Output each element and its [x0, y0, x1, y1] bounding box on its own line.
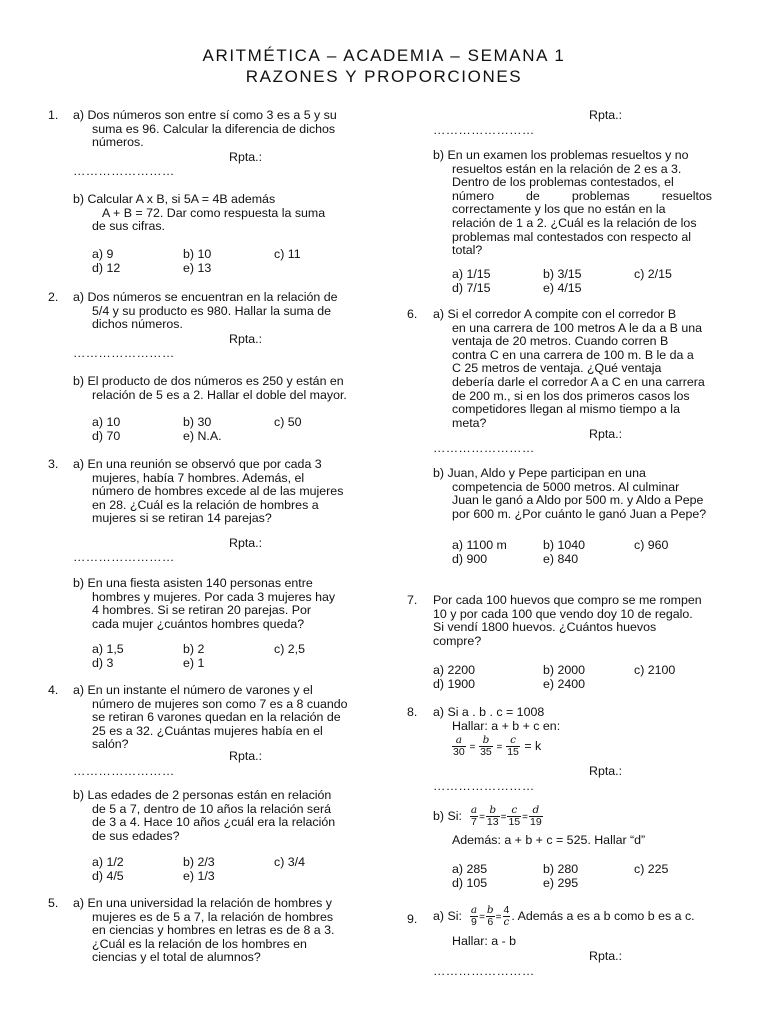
fraction: $\frac{d}{19}$	[529, 804, 542, 828]
question-number-8: 8.	[407, 705, 418, 719]
fraction: $\frac{c}{15}$	[508, 804, 521, 828]
question-4b	[73, 789, 335, 843]
option-e: e) 1	[183, 656, 205, 670]
question-text-line: b) Calcular A x B, si 5A = 4B además	[73, 192, 276, 206]
fraction: $\frac{b}{6}$	[486, 904, 494, 928]
question-text-line: b) Las edades de 2 personas están en relación	[73, 788, 332, 802]
question-text-line: a) Dos números son entre sí como 3 es a 5 y su	[73, 108, 337, 122]
question-text-line: de 3 a 4. Hace 10 años ¿cuál era la relación	[92, 815, 336, 830]
question-text-line: en ciencias y hombres en letras es de 8 a 3.	[92, 923, 335, 938]
question-text-line: en 28. ¿Cuál es la relación de hombres a	[92, 497, 319, 512]
question-text-line: números.	[92, 135, 144, 150]
answer-label: Rpta.:	[589, 427, 623, 441]
option-d: d) 7/15	[452, 281, 491, 295]
answer-blank: ……………………	[73, 346, 175, 360]
question-text-line: total?	[452, 243, 483, 258]
answer-blank: ……………………	[433, 964, 535, 978]
question-text-line: cada mujer ¿cuántos hombres queda?	[92, 616, 305, 631]
fraction: $\frac{b}{35}$	[480, 734, 492, 758]
question-2b	[73, 375, 347, 402]
option-a: a) 1100 m	[452, 538, 507, 552]
option-c: c) 3/4	[274, 855, 305, 869]
question-text-line: 5/4 y su producto es 980. Hallar la suma de	[92, 303, 331, 318]
question-text-line: 4 hombres. Si se retiran 20 parejas. Por	[92, 603, 312, 618]
question-text-line: compre?	[433, 633, 482, 648]
question-7	[433, 594, 702, 648]
question-6a	[433, 308, 705, 430]
fraction: $\frac{a}{9}$	[470, 904, 478, 928]
option-e: e) 2400	[543, 677, 586, 691]
option-b: b) 280	[543, 862, 579, 876]
question-8a-line: Hallar: a + b + c en:	[452, 719, 561, 733]
question-5a	[73, 897, 334, 965]
option-c: c) 960	[634, 538, 669, 552]
page-title: ARITMÉTICA – ACADEMIA – SEMANA 1	[202, 46, 566, 65]
answer-blank: ……………………	[73, 164, 175, 178]
proportion-9a: a) Si: $\frac{a}{9}$ = $\frac{b}{6}$ = $\frac{4}{c}$ . Además a es a b como b es a c.	[433, 904, 695, 928]
question-number-6: 6.	[407, 307, 418, 321]
option-c: c) 2,5	[274, 642, 305, 656]
option-d: d) 1900	[433, 677, 476, 691]
option-d: d) 70	[92, 429, 121, 443]
question-text-line: problemas mal contestados con respecto al	[452, 229, 691, 244]
option-a: a) 10	[92, 415, 121, 429]
question-text-line: competidores llegan al mismo tiempo a la	[452, 402, 680, 417]
option-a: a) 1,5	[92, 642, 124, 656]
question-number-3: 3.	[48, 457, 59, 471]
question-text-line: 10 y por cada 100 que vendo doy 10 de regalo.	[433, 606, 693, 621]
question-text-line: por 600 m. ¿Por cuánto le ganó Juan a Pepe?	[452, 506, 707, 521]
question-text-line: resueltos están en la relación de 2 es a 3.	[452, 161, 682, 176]
question-6b	[433, 467, 706, 521]
fraction: $\frac{c}{15}$	[507, 734, 519, 758]
question-8a-line: a) Si a . b . c = 1008	[433, 705, 545, 719]
question-number-4: 4.	[48, 683, 59, 697]
question-text-line: 25 es a 32. ¿Cuántas mujeres había en el	[92, 723, 323, 738]
option-b: b) 2/3	[183, 855, 215, 869]
option-b: b) 3/15	[543, 267, 582, 281]
question-3a	[73, 458, 343, 526]
question-text-line: mujeres, había 7 hombres. Además, el	[92, 470, 305, 485]
option-a: a) 1/15	[452, 267, 491, 281]
question-text-line: en una carrera de 100 metros A le da a B una	[452, 320, 703, 335]
option-d: d) 105	[452, 876, 488, 890]
question-text-line: número de hombres excede al de las mujeres	[92, 484, 344, 499]
question-text-line: de 5 a 7, dentro de 10 años la relación será	[92, 801, 332, 816]
option-d: d) 12	[92, 261, 121, 275]
answer-label: Rpta.:	[589, 949, 623, 963]
question-number-7: 7.	[407, 593, 418, 607]
proportion-8a: $\frac{a}{30}$ = $\frac{b}{35}$ = $\frac{c}{15}$ = k	[453, 734, 542, 758]
question-text-line: suma es 96. Calcular la diferencia de dichos	[92, 121, 336, 136]
answer-blank: ……………………	[433, 779, 535, 793]
question-text-line: b) Juan, Aldo y Pepe participan en una	[433, 466, 646, 480]
answer-label: Rpta.:	[229, 332, 263, 346]
answer-label: Rpta.:	[589, 108, 623, 122]
question-text-line: de sus edades?	[92, 828, 180, 843]
option-a: a) 1/2	[92, 855, 124, 869]
question-text-line: número de mujeres son como 7 es a 8 cuando	[92, 696, 348, 711]
question-text-line: ¿Cuál es la relación de los hombres en	[92, 936, 307, 951]
question-text-line: relación de 1 a 2. ¿Cuál es la relación de los	[452, 215, 697, 230]
option-d: d) 4/5	[92, 869, 124, 883]
fraction: $\frac{4}{c}$	[503, 904, 510, 928]
question-text-line: dichos números.	[92, 317, 183, 332]
answer-label: Rpta.:	[589, 764, 623, 778]
question-9a-line: Hallar: a - b	[452, 934, 517, 948]
question-2a	[73, 291, 338, 332]
question-text-line: Juan le ganó a Aldo por 500 m. y Aldo a Pepe	[452, 493, 704, 508]
option-d: d) 3	[92, 656, 114, 670]
question-text-line: Dentro de los problemas contestados, el	[452, 175, 674, 190]
answer-label: Rpta.:	[229, 536, 263, 550]
option-c: c) 50	[274, 415, 302, 429]
fraction: $\frac{a}{30}$	[453, 734, 465, 758]
question-text-line: debería darle el corredor A a C en una carrera	[452, 374, 705, 389]
question-text-line: b) En un examen los problemas resueltos y no	[433, 148, 689, 162]
question-text-line: de 200 m., si en los dos primeros casos los	[452, 388, 690, 403]
question-text-line: se retiran 6 varones quedan en la relación de	[92, 710, 341, 725]
answer-label: Rpta.:	[229, 749, 263, 763]
question-text-line: a) En una reunión se observó que por cada 3	[73, 457, 322, 471]
option-d: d) 900	[452, 552, 488, 566]
question-text-line: relación de 5 es a 2. Hallar el doble del mayor.	[92, 387, 347, 402]
question-1a	[73, 109, 351, 150]
question-text-line: contra C en una carrera de 100 m. B le da a	[452, 347, 694, 362]
option-b: b) 10	[183, 247, 212, 261]
option-b: b) 30	[183, 415, 212, 429]
question-text-line: correctamente y los que no están en la	[452, 202, 666, 217]
question-text-line: hombres y mujeres. Por cada 3 mujeres hay	[92, 589, 336, 604]
option-c: c) 2100	[634, 663, 676, 677]
option-b: b) 2000	[543, 663, 586, 677]
fraction: $\frac{b}{13}$	[486, 804, 499, 828]
question-text-line: b) El producto de dos números es 250 y están en	[73, 374, 344, 388]
question-text-line: a) Dos números se encuentran en la relación de	[73, 290, 338, 304]
question-text-line: Si vendí 1800 huevos. ¿Cuántos huevos	[433, 620, 657, 635]
question-text-line: ciencias y el total de alumnos?	[92, 950, 261, 965]
answer-blank: ……………………	[73, 550, 175, 564]
question-text-line: mujeres es de 5 a 7, la relación de hombres	[92, 909, 334, 924]
option-c: c) 2/15	[634, 267, 672, 281]
answer-blank: ……………………	[73, 764, 175, 778]
question-text-line: ventaja de 20 metros. Cuando corren B	[452, 334, 669, 349]
option-a: a) 2200	[433, 663, 476, 677]
question-text-line: salón?	[92, 737, 129, 752]
question-text-line: número de problemas resueltos	[452, 188, 712, 203]
question-text-line: Por cada 100 huevos que compro se me rompen	[433, 593, 702, 607]
question-3b	[73, 577, 335, 631]
question-text-line: competencia de 5000 metros. Al culminar	[452, 479, 680, 494]
option-c: c) 225	[634, 862, 669, 876]
question-text-line: b) En una fiesta asisten 140 personas entre	[73, 576, 313, 590]
option-b: b) 1040	[543, 538, 586, 552]
question-text-line: C 25 metros de ventaja. ¿Qué ventaja	[452, 361, 662, 376]
option-e: e) 295	[543, 876, 579, 890]
question-1b	[73, 193, 325, 234]
option-e: e) 13	[183, 261, 212, 275]
option-b: b) 2	[183, 642, 205, 656]
question-text-line: a) En un instante el número de varones y el	[73, 683, 313, 697]
question-text-line: de sus cifras.	[92, 219, 165, 234]
question-8b-line: Además: a + b + c = 525. Hallar “d”	[452, 833, 646, 847]
question-text-line: meta?	[452, 415, 487, 430]
option-a: a) 285	[452, 862, 488, 876]
option-e: e) 840	[543, 552, 579, 566]
question-4a	[73, 684, 348, 752]
question-number-2: 2.	[48, 290, 59, 304]
question-5b	[433, 149, 712, 258]
page-subtitle: RAZONES Y PROPORCIONES	[245, 67, 523, 86]
option-e: e) 4/15	[543, 281, 582, 295]
question-number-9: 9.	[407, 912, 418, 926]
option-a: a) 9	[92, 247, 114, 261]
answer-label: Rpta.:	[229, 150, 263, 164]
question-number-1: 1.	[48, 108, 59, 122]
option-e: e) 1/3	[183, 869, 215, 883]
answer-blank: ……………………	[433, 123, 535, 137]
question-number-5: 5.	[48, 896, 59, 910]
question-text-line: A + B = 72. Dar como respuesta la suma	[102, 205, 326, 220]
option-e: e) N.A.	[183, 429, 222, 443]
answer-blank: ……………………	[433, 441, 535, 455]
question-text-line: mujeres si se retiran 14 parejas?	[92, 511, 272, 526]
question-text-line: a) En una universidad la relación de hombres y	[73, 896, 332, 910]
option-c: c) 11	[274, 247, 301, 261]
question-text-line: a) Si el corredor A compite con el corredor B	[433, 307, 677, 321]
fraction: $\frac{a}{7}$	[470, 804, 478, 828]
proportion-8b: b) Si: $\frac{a}{7}$ = $\frac{b}{13}$ = $\frac{c}{15}$ = $\frac{d}{19}$	[433, 804, 542, 828]
